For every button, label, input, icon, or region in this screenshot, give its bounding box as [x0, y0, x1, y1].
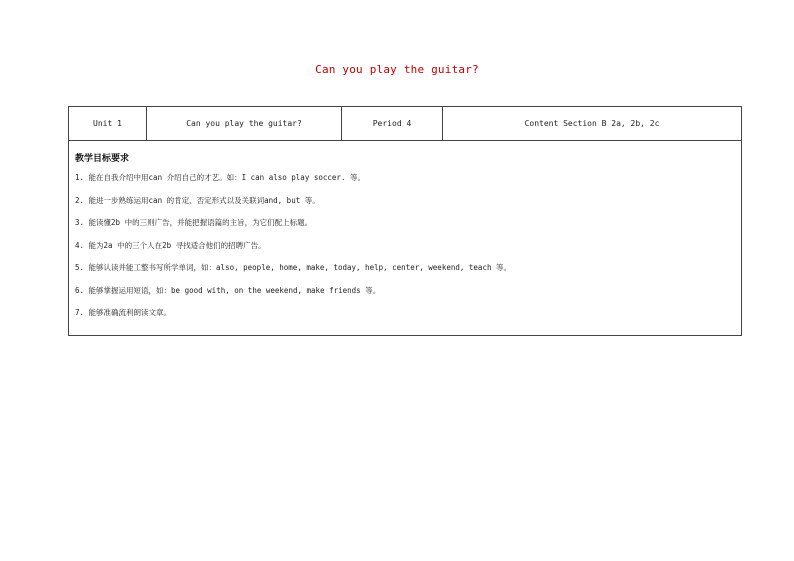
header-row — [69, 107, 742, 141]
goal-item: 5. 能够认读并能工整书写所学单词，如：also, people, home, make, today, help, center, weekend, teach 等。 — [75, 263, 511, 272]
lesson-table — [68, 106, 742, 336]
goal-item: 1. 能在自我介绍中用can 介绍自己的才艺。如：I can also play soccer. 等。 — [75, 173, 365, 182]
goals-row — [69, 141, 742, 336]
content-cell: Content Section B 2a, 2b, 2c — [443, 107, 742, 141]
goal-item: 3. 能读懂2b 中的三则广告，并能把握语篇的主旨，为它们配上标题。 — [75, 218, 313, 227]
goal-item: 7. 能够准确流利朗读文章。 — [75, 308, 172, 317]
unit-cell: Unit 1 — [69, 107, 147, 141]
topic-cell: Can you play the guitar? — [147, 107, 342, 141]
goals-heading: 教学目标要求 — [75, 154, 130, 164]
goal-item: 4. 能为2a 中的三个人在2b 寻找适合他们的招聘广告。 — [75, 240, 266, 250]
goal-item: 6. 能够掌握运用短语，如：be good with, on the weekend, make friends 等。 — [75, 285, 381, 295]
goals-cell — [69, 141, 742, 336]
period-cell: Period 4 — [342, 107, 443, 141]
document-title: Can you play the guitar? — [315, 63, 479, 76]
goal-item: 2. 能进一步熟练运用can 的肯定、否定形式以及关联词and, but 等。 — [75, 195, 320, 205]
